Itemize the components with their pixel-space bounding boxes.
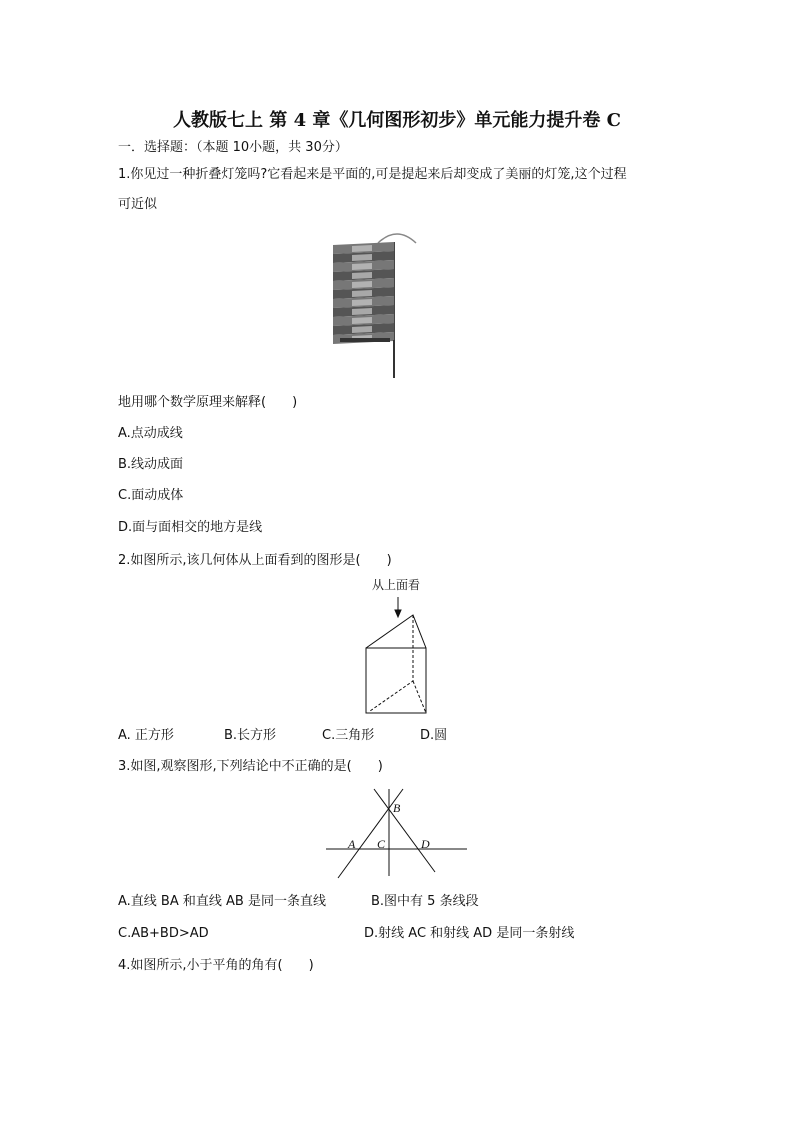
q1-option-d: D.面与面相交的地方是线 [118, 520, 263, 535]
q3-option-c: C.AB+BD>AD [118, 926, 209, 941]
q3-option-d: D.射线 AC 和射线 AD 是同一条射线 [364, 926, 575, 941]
q1-option-b: B.线动成面 [118, 457, 184, 472]
point-label-d: D [421, 837, 430, 851]
figure-label-top-view: 从上面看 [372, 578, 421, 592]
q3-stem: 3.如图,观察图形,下列结论中不正确的是( ) [118, 759, 383, 774]
section-heading: 一．选择题：（本题 10小题，共 30分） [118, 140, 348, 155]
q1-stem: 1.你见过一种折叠灯笼吗?它看起来是平面的,可是提起来后却变成了美丽的灯笼,这个过程 [118, 167, 627, 182]
q1-stem-cont: 可近似 [118, 197, 158, 212]
q2-stem: 2.如图所示,该几何体从上面看到的图形是( ) [118, 553, 392, 568]
q2-option-c: C.三角形 [322, 728, 375, 743]
lantern-image [333, 234, 416, 378]
prism-figure [366, 597, 426, 713]
q2-option-d: D.圆 [420, 728, 448, 743]
page-title: 人教版七上 第 4 章《几何图形初步》单元能力提升卷 C [173, 110, 621, 131]
q3-option-b: B.图中有 5 条线段 [371, 894, 479, 909]
q1-stem-end: 地用哪个数学原理来解释( ) [118, 395, 298, 410]
point-label-a: A [348, 837, 356, 851]
q4-stem: 4.如图所示,小于平角的角有( ) [118, 958, 314, 973]
q1-option-a: A.点动成线 [118, 426, 183, 441]
point-label-c: C [377, 837, 386, 851]
point-label-b: B [393, 801, 401, 815]
q1-option-c: C.面动成体 [118, 488, 184, 503]
q2-option-b: B.长方形 [224, 728, 277, 743]
q2-option-a: A. 正方形 [118, 728, 174, 743]
q3-option-a: A.直线 BA 和直线 AB 是同一条直线 [118, 894, 326, 909]
